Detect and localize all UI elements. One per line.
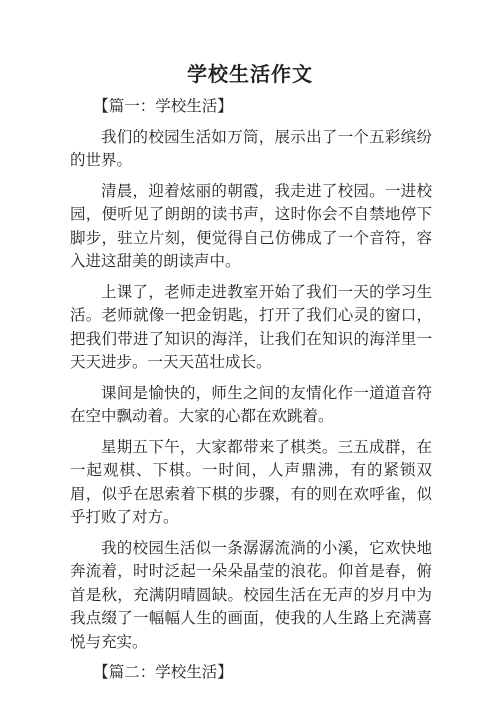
section-heading-2: 【篇二：学校生活】: [93, 663, 233, 681]
paragraph: 我的校园生活似一条潺潺流淌的小溪，它欢快地奔流着，时时泛起一朵朵晶莹的浪花。仰首是春，俯首是秋，充满阴晴圆缺。校园生活在无声的岁月中为我点缀了一幅幅人生的画面，使我的人生路上充满喜悦与充实。: [70, 538, 432, 651]
paragraph: 课间是愉快的，师生之间的友情化作一道道音符在空中飘动着。大家的心都在欢跳着。: [70, 383, 432, 425]
paragraph: 清晨，迎着炫丽的朝霞，我走进了校园。一进校园，便听见了朗朗的读书声，这时你会不自禁地停下脚步，驻立片刻，便觉得自己仿佛成了一个音符，容入进这甜美的朗读声中。: [70, 181, 432, 270]
paragraph: 我们的校园生活如万筒，展示出了一个五彩缤纷的世界。: [70, 127, 432, 169]
paragraph: 上课了，老师走进教室开始了我们一天的学习生活。老师就像一把金钥匙，打开了我们心灵的窗口，把我们带进了知识的海洋，让我们在知识的海洋里一天天进步。一天天茁壮成长。: [70, 282, 432, 371]
document-body: [70, 95, 432, 692]
paragraph: 星期五下午，大家都带来了棋类。三五成群，在一起观棋、下棋。一时间，人声鼎沸，有的紧锁双眉，似乎在思索着下棋的步骤，有的则在欢呼雀，似乎打败了对方。: [70, 437, 432, 526]
document-title: 学校生活作文: [187, 62, 313, 86]
section-heading-1: 【篇一：学校生活】: [93, 97, 233, 115]
